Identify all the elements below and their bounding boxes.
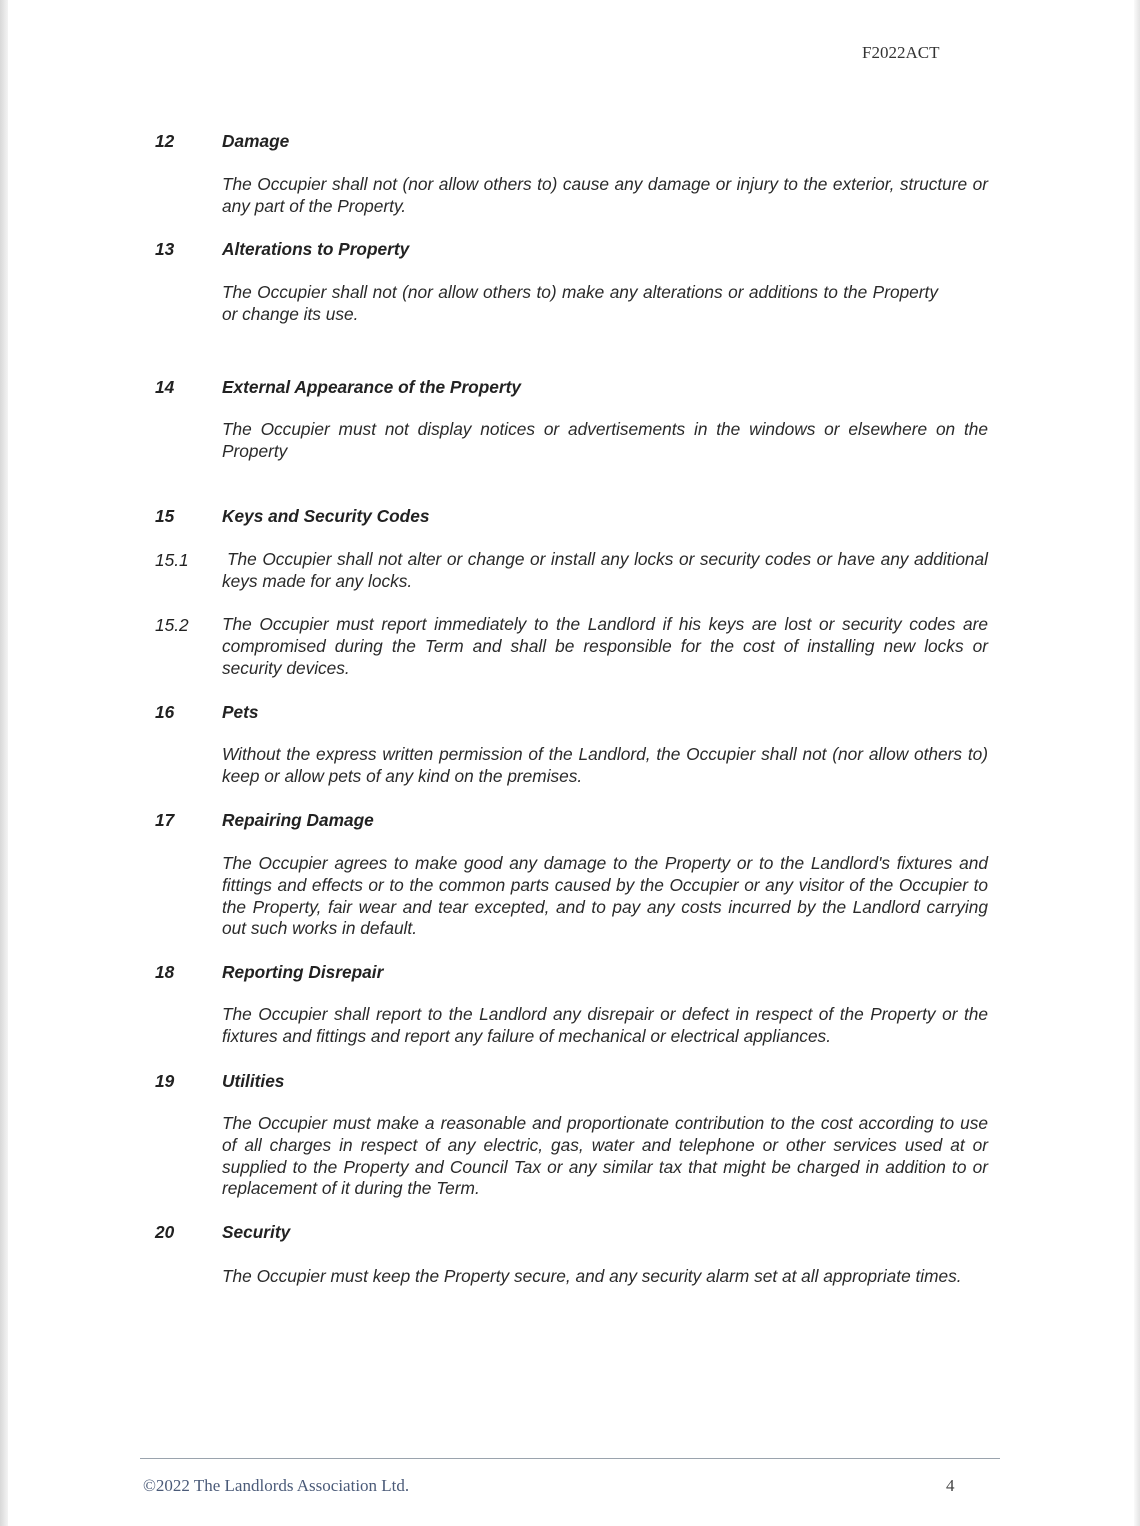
clause-number: 17 [155, 810, 175, 830]
clause-text: The Occupier must not display notices or advertisements in the windows or elsewhere on the Property [222, 419, 988, 461]
clause-title: External Appearance of the Property [222, 377, 521, 397]
subclause-number: 15.1 [155, 550, 189, 570]
clause-number: 18 [155, 962, 175, 982]
clause-text: The Occupier must keep the Property secure, and any security alarm set at all appropriate times. [222, 1266, 962, 1286]
clause-text: Without the express written permission of the Landlord, the Occupier shall not (nor allow others to) keep or allow pets of any kind on the premises. [222, 744, 988, 786]
page-left-edge [0, 0, 8, 1526]
clause-title: Damage [222, 131, 290, 151]
clause-text: The Occupier shall not (nor allow others to) cause any damage or injury to the exterior, structure or any part of the Property. [222, 174, 988, 216]
subclause-number: 15.2 [155, 615, 189, 635]
clause-text: The Occupier agrees to make good any damage to the Property or to the Landlord's fixtures and fittings and effects or to the common parts caused by the Occupier or any visitor of the Occupier to the Property, fair wear and tear excepted, and to pay any costs incurred by the Landlord carrying out such works in default. [222, 853, 988, 939]
clause-number: 12 [155, 131, 175, 151]
clause-text: The Occupier shall not (nor allow others to) make any alterations or additions to the Property or change its use. [222, 282, 938, 324]
clause-number: 19 [155, 1071, 175, 1091]
clause-title: Alterations to Property [222, 239, 410, 259]
clause-title: Repairing Damage [222, 810, 374, 830]
document-reference: F2022ACT [862, 43, 940, 62]
footer-copyright: ©2022 The Landlords Association Ltd. [143, 1476, 410, 1495]
subclause-text: The Occupier must report immediately to the Landlord if his keys are lost or security codes are compromised during the Term and shall be responsible for the cost of installing new locks or security devices. [222, 614, 988, 678]
clause-title: Keys and Security Codes [222, 506, 430, 526]
clause-number: 14 [155, 377, 175, 397]
footer-divider [140, 1458, 1000, 1459]
clause-title: Security [222, 1222, 291, 1242]
clause-number: 16 [155, 702, 175, 722]
clause-number: 15 [155, 506, 175, 526]
page-number: 4 [946, 1476, 955, 1495]
clause-number: 20 [155, 1222, 175, 1242]
clause-text: The Occupier must make a reasonable and proportionate contribution to the cost according to use of all charges in respect of any electric, gas, water and telephone or other services used at or supplied to the Property and Council Tax or any similar tax that might be charged in addition to or replacement of it during the Term. [222, 1113, 988, 1199]
clause-text: The Occupier shall report to the Landlord any disrepair or defect in respect of the Property or the fixtures and fittings and report any failure of mechanical or electrical appliances. [222, 1004, 988, 1046]
subclause-text: The Occupier shall not alter or change or install any locks or security codes or have any additional keys made for any locks. [222, 549, 988, 591]
clause-title: Pets [222, 702, 259, 722]
clause-title: Reporting Disrepair [222, 962, 384, 982]
page-right-edge [1134, 0, 1140, 1526]
clause-number: 13 [155, 239, 175, 259]
clause-title: Utilities [222, 1071, 285, 1091]
